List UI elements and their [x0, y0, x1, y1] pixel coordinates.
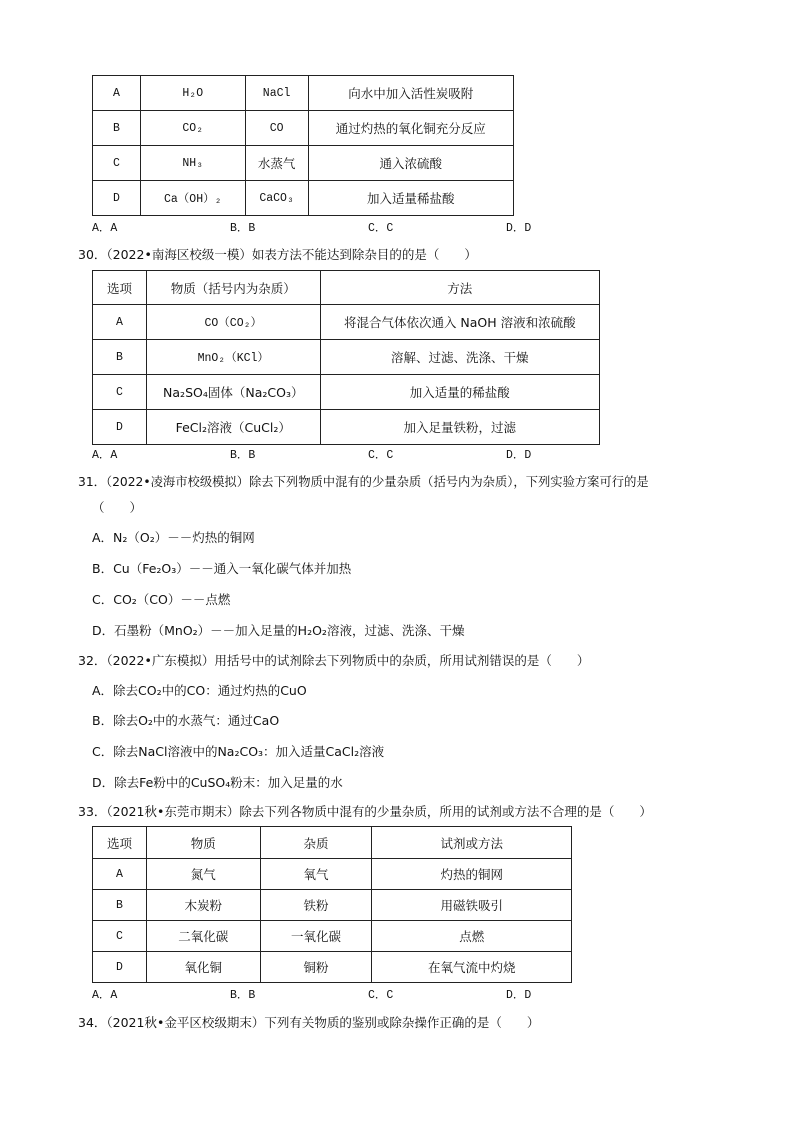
table-cell: A [93, 305, 147, 340]
table-cell: B [93, 340, 147, 375]
table-cell: 氧气 [260, 859, 372, 890]
table-cell: A [93, 859, 147, 890]
answer-option[interactable]: D．D [506, 989, 532, 1002]
table-row [93, 146, 514, 181]
table-cell: H₂O [140, 76, 245, 111]
table-cell: 用磁铁吸引 [372, 890, 572, 921]
table-header-row [93, 271, 600, 305]
choice-b[interactable]: B．Cu（Fe₂O₃）－－通入一氧化碳气体并加热 [92, 561, 352, 576]
table-cell: 铜粉 [260, 952, 372, 983]
question-32-stem: 32．（2022•广东模拟）用括号中的试剂除去下列物质中的杂质，所用试剂错误的是（ ） [78, 653, 590, 668]
question-31-bracket: （ ） [92, 500, 143, 515]
table-cell: 加入适量稀盐酸 [308, 181, 513, 216]
table-row [93, 305, 600, 340]
table-cell: 加入适量的稀盐酸 [320, 375, 599, 410]
answer-option[interactable]: B．B [230, 449, 256, 462]
choice-a[interactable]: A．除去CO₂中的CO：通过灼热的CuO [92, 683, 307, 698]
table-header-row [93, 827, 572, 859]
table-cell: 氮气 [146, 859, 260, 890]
table-header: 选项 [93, 271, 147, 305]
table-cell: Na₂SO₄固体（Na₂CO₃） [146, 375, 320, 410]
question-30-stem: 30．（2022•南海区校级一模）如表方法不能达到除杂目的的是（ ） [78, 247, 477, 262]
choice-c[interactable]: C．除去NaCl溶液中的Na₂CO₃：加入适量CaCl₂溶液 [92, 744, 385, 759]
table-cell: 将混合气体依次通入 NaOH 溶液和浓硫酸 [320, 305, 599, 340]
table-header: 选项 [93, 827, 147, 859]
table-cell: D [93, 181, 141, 216]
table-cell: 铁粉 [260, 890, 372, 921]
table-cell: MnO₂（KCl） [146, 340, 320, 375]
choice-d[interactable]: D．石墨粉（MnO₂）－－加入足量的H₂O₂溶液，过滤、洗涤、干燥 [92, 623, 465, 638]
table-cell: A [93, 76, 141, 111]
table-cell: 通入浓硫酸 [308, 146, 513, 181]
table-cell: FeCl₂溶液（CuCl₂） [146, 410, 320, 445]
table-row [93, 76, 514, 111]
answer-option[interactable]: D．D [506, 449, 532, 462]
table-header: 试剂或方法 [372, 827, 572, 859]
table-cell: 点燃 [372, 921, 572, 952]
answer-option[interactable]: A．A [92, 449, 118, 462]
choice-b[interactable]: B．除去O₂中的水蒸气：通过CaO [92, 713, 280, 728]
table-cell: 灼热的铜网 [372, 859, 572, 890]
table-row [93, 181, 514, 216]
table-cell: C [93, 921, 147, 952]
table-cell: B [93, 890, 147, 921]
choice-a[interactable]: A．N₂（O₂）－－灼热的铜网 [92, 530, 255, 545]
answer-option[interactable]: D．D [506, 222, 532, 235]
choice-c[interactable]: C．CO₂（CO）－－点燃 [92, 592, 231, 607]
table-header: 物质 [146, 827, 260, 859]
table-row [93, 410, 600, 445]
table-cell: 向水中加入活性炭吸附 [308, 76, 513, 111]
table-header: 杂质 [260, 827, 372, 859]
table-header: 物质（括号内为杂质） [146, 271, 320, 305]
table-cell: 二氧化碳 [146, 921, 260, 952]
question-31-stem: 31．（2022•凌海市校级模拟）除去下列物质中混有的少量杂质（括号内为杂质），下列实验方案可行的是 [78, 475, 649, 489]
table-cell: 木炭粉 [146, 890, 260, 921]
table-cell: 氧化铜 [146, 952, 260, 983]
table-row [93, 952, 572, 983]
answer-option[interactable]: C．C [368, 449, 394, 462]
table-cell: 在氧气流中灼烧 [372, 952, 572, 983]
answer-option[interactable]: B．B [230, 222, 256, 235]
table-cell: 加入足量铁粉，过滤 [320, 410, 599, 445]
table-row [93, 375, 600, 410]
answer-option[interactable]: B．B [230, 989, 256, 1002]
answer-option[interactable]: C．C [368, 989, 394, 1002]
table-cell: C [93, 375, 147, 410]
table-row [93, 340, 600, 375]
answer-option[interactable]: A．A [92, 222, 118, 235]
table-cell: CO [245, 111, 308, 146]
table-cell: 溶解、过滤、洗涤、干燥 [320, 340, 599, 375]
table-cell: 水蒸气 [245, 146, 308, 181]
table-cell: NaCl [245, 76, 308, 111]
q33-table [92, 826, 572, 983]
question-33-stem: 33．（2021秋•东莞市期末）除去下列各物质中混有的少量杂质，所用的试剂或方法不合理的是（ ） [78, 804, 652, 819]
table-cell: D [93, 952, 147, 983]
table-row [93, 890, 572, 921]
table-cell: C [93, 146, 141, 181]
table-cell: CO（CO₂） [146, 305, 320, 340]
table-row [93, 859, 572, 890]
q30-table [92, 270, 600, 445]
answer-option[interactable]: A．A [92, 989, 118, 1002]
table-cell: Ca（OH）₂ [140, 181, 245, 216]
table-row [93, 921, 572, 952]
question-34-stem: 34．（2021秋•金平区校级期末）下列有关物质的鉴别或除杂操作正确的是（ ） [78, 1015, 540, 1030]
table-cell: CO₂ [140, 111, 245, 146]
table-cell: 一氧化碳 [260, 921, 372, 952]
table-cell: D [93, 410, 147, 445]
q29-table [92, 75, 514, 216]
table-header: 方法 [320, 271, 599, 305]
table-row [93, 111, 514, 146]
table-cell: CaCO₃ [245, 181, 308, 216]
choice-d[interactable]: D．除去Fe粉中的CuSO₄粉末：加入足量的水 [92, 775, 343, 790]
answer-option[interactable]: C．C [368, 222, 394, 235]
table-cell: NH₃ [140, 146, 245, 181]
table-cell: B [93, 111, 141, 146]
table-cell: 通过灼热的氧化铜充分反应 [308, 111, 513, 146]
